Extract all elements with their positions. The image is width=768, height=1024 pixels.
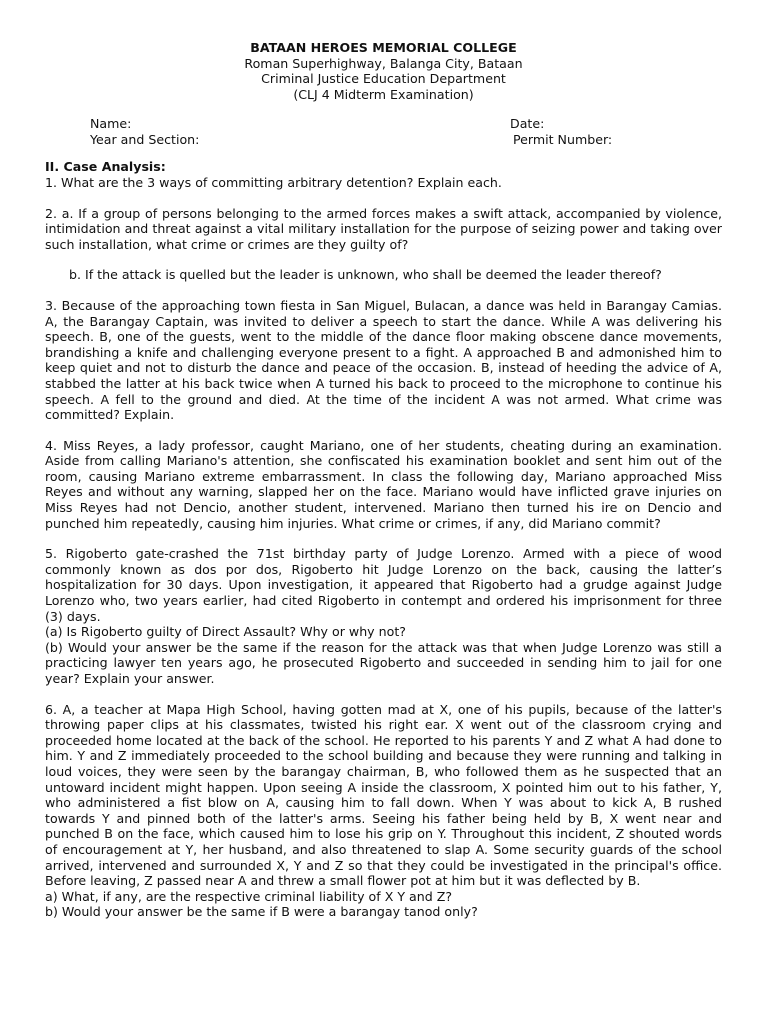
question-2a: 2. a. If a group of persons belonging to the armed forces makes a swift attack, accompanied by violence, intimidation and threat against a vital military installation for the purpose of seizing power and taking over such installation, what crime or crimes are they guilty of? (45, 205, 722, 252)
department-name: Criminal Justice Education Department (261, 71, 506, 87)
exam-title: (CLJ 4 Midterm Examination) (293, 86, 474, 102)
question-5b: (b) Would your answer be the same if the reason for the attack was that when Judge Lorenzo was still a practicing lawyer ten years ago, he prosecuted Rigoberto and succeeded in sending him to jail for one year? Explain your answer. (45, 639, 722, 686)
question-5: 5. Rigoberto gate-crashed the 71st birthday party of Judge Lorenzo. Armed with a piece of wood commonly known as dos por dos, Rigoberto hit Judge Lorenzo on the back, causing the latter’s hospitalization for 30 days. Upon investigation, it appeared that Rigoberto had a grudge against Judge Lorenzo who, two years earlier, had cited Rigoberto in contempt and ordered his imprisonment for three (3) days. (45, 546, 722, 624)
college-address: Roman Superhighway, Balanga City, Bataan (244, 55, 523, 71)
question-5a: (a) Is Rigoberto guilty of Direct Assault? Why or why not? (45, 624, 406, 640)
question-6b: b) Would your answer be the same if B were a barangay tanod only? (45, 904, 478, 920)
permit-number-label: Permit Number: (513, 132, 613, 148)
college-name: BATAAN HEROES MEMORIAL COLLEGE (250, 40, 517, 55)
date-label: Date: (510, 116, 545, 132)
question-2b: b. If the attack is quelled but the leader is unknown, who shall be deemed the leader thereof? (69, 267, 662, 283)
question-3: 3. Because of the approaching town fiesta in San Miguel, Bulacan, a dance was held in Barangay Camias. A, the Barangay Captain, was invited to deliver a speech to start the dance. While A was delivering his speech. B, one of the guests, went to the middle of the dance floor making obscene dance movements, brandishing a knife and challenging everyone present to a fight. A approached B and admonished him to keep quiet and not to disturb the dance and peace of the occasion. B, instead of heeding the advice of A, stabbed the latter at his back twice when A turned his back to proceed to the microphone to continue his speech. A fell to the ground and died. At the time of the incident A was not armed. What crime was committed? Explain. (45, 297, 722, 423)
student-info (45, 116, 722, 148)
question-5-block (45, 546, 722, 686)
name-label: Name: (90, 116, 132, 132)
section-title: II. Case Analysis: (45, 159, 166, 175)
exam-page (45, 40, 722, 920)
question-4: 4. Miss Reyes, a lady professor, caught Mariano, one of her students, cheating during an examination. Aside from calling Mariano's attention, she confiscated his examination booklet and sent him out of the room, causing Mariano extreme embarrassment. In class the following day, Mariano approached Miss Reyes and without any warning, slapped her on the face. Mariano would have inflicted grave injuries on Miss Reyes had not Dencio, another student, intervened. Mariano then turned his ire on Dencio and punched him repeatedly, causing him injuries. What crime or crimes, if any, did Mariano commit? (45, 437, 722, 531)
year-section-label: Year and Section: (90, 132, 200, 148)
question-6: 6. A, a teacher at Mapa High School, having gotten mad at X, one of his pupils, because of the latter's throwing paper clips at his classmates, twisted his right ear. X went out of the classroom crying and proceeded home located at the back of the school. He reported to his parents Y and Z what A had done to him. Y and Z immediately proceeded to the school building and because they were running and talking in loud voices, they were seen by the barangay chairman, B, who followed them as he suspected that an untoward incident might happen. Upon seeing A inside the classroom, X pointed him out to his father, Y, who administered a fist blow on A, causing him to fall down. When Y was about to kick A, B rushed towards Y and pinned both of the latter's arms. Seeing his father being held by B, X went near and punched B on the face, which caused him to lose his grip on Y. Throughout this incident, Z shouted words of encouragement at Y, her husband, and also threatened to slap A. Some security guards of the school arrived, intervened and surrounded X, Y and Z so that they could be investigated in the principal's office. Before leaving, Z passed near A and threw a small flower pot at him but it was deflected by B. (45, 701, 722, 889)
exam-header (45, 40, 722, 102)
question-1: 1. What are the 3 ways of committing arbitrary detention? Explain each. (45, 174, 502, 190)
question-6a: a) What, if any, are the respective criminal liability of X Y and Z? (45, 888, 453, 904)
question-6-block (45, 702, 722, 920)
